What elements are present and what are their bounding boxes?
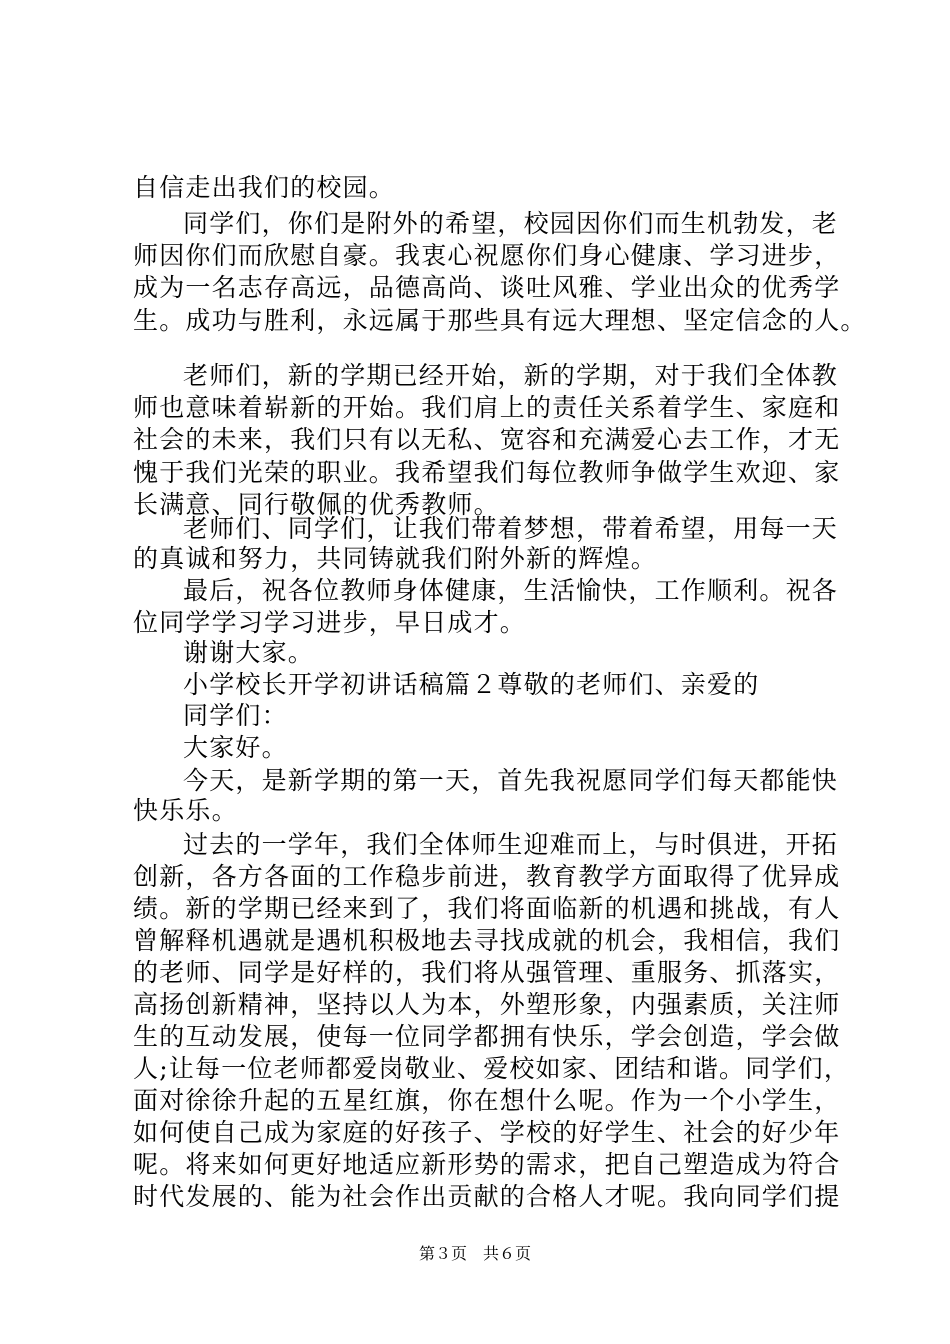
- page-number-footer: 第３页 共６页: [418, 1244, 531, 1263]
- text-line: 师也意味着崭新的开始。我们肩上的责任关系着学生、家庭和: [133, 393, 841, 422]
- text-line: 同学们：: [183, 701, 288, 730]
- text-line: 位同学学习学习进步，早日成才。: [133, 608, 527, 637]
- text-line: 谢谢大家。: [183, 638, 315, 667]
- text-line: 愧于我们光荣的职业。我希望我们每位教师争做学生欢迎、家: [133, 458, 841, 487]
- text-line: 今天，是新学期的第一天，首先我祝愿同学们每天都能快: [183, 766, 839, 795]
- text-line: 快乐乐。: [133, 796, 238, 825]
- text-line: 长满意、同行敬佩的优秀教师。: [133, 490, 500, 519]
- text-line: 的老师、同学是好样的，我们将从强管理、重服务、抓落实，: [133, 958, 841, 987]
- text-line: 创新，各方各面的工作稳步前进，教育教学方面取得了优异成: [133, 862, 841, 891]
- text-line: 高扬创新精神，坚持以人为本，外塑形象，内强素质，关注师: [133, 990, 841, 1019]
- text-line: 老师们、同学们，让我们带着梦想，带着希望，用每一天: [183, 514, 839, 543]
- text-line: 老师们，新的学期已经开始，新的学期，对于我们全体教: [183, 361, 839, 390]
- text-line: 生的互动发展，使每一位同学都拥有快乐，学会创造，学会做: [133, 1022, 841, 1051]
- text-line: 师因你们而欣慰自豪。我衷心祝愿你们身心健康、学习进步，: [133, 241, 841, 270]
- text-line: 大家好。: [183, 733, 288, 762]
- text-line: 自信走出我们的校园。: [133, 173, 396, 202]
- text-line: 过去的一学年，我们全体师生迎难而上，与时俱进，开拓: [183, 830, 839, 859]
- text-line: 小学校长开学初讲话稿篇２尊敬的老师们、亲爱的: [183, 670, 760, 699]
- text-line: 同学们，你们是附外的希望，校园因你们而生机勃发，老: [183, 209, 839, 238]
- text-line: 时代发展的、能为社会作出贡献的合格人才呢。我向同学们提: [133, 1182, 841, 1211]
- text-line: 成为一名志存高远，品德高尚、谈吐风雅、学业出众的优秀学: [133, 273, 841, 302]
- text-line: 人;让每一位老师都爱岗敬业、爱校如家、团结和谐。同学们，: [133, 1054, 851, 1083]
- text-line: 呢。将来如何更好地适应新形势的需求，把自己塑造成为符合: [133, 1150, 841, 1179]
- text-line: 绩。新的学期已经来到了，我们将面临新的机遇和挑战，有人: [133, 894, 841, 923]
- text-line: 社会的未来，我们只有以无私、宽容和充满爱心去工作，才无: [133, 425, 841, 454]
- text-line: 生。成功与胜利，永远属于那些具有远大理想、坚定信念的人。: [133, 306, 867, 335]
- text-line: 如何使自己成为家庭的好孩子、学校的好学生、社会的好少年: [133, 1118, 841, 1147]
- text-line: 最后，祝各位教师身体健康，生活愉快，工作顺利。祝各: [183, 576, 839, 605]
- text-line: 曾解释机遇就是遇机积极地去寻找成就的机会，我相信，我们: [133, 926, 841, 955]
- text-line: 面对徐徐升起的五星红旗，你在想什么呢。作为一个小学生，: [133, 1086, 841, 1115]
- text-line: 的真诚和努力，共同铸就我们附外新的辉煌。: [133, 544, 658, 573]
